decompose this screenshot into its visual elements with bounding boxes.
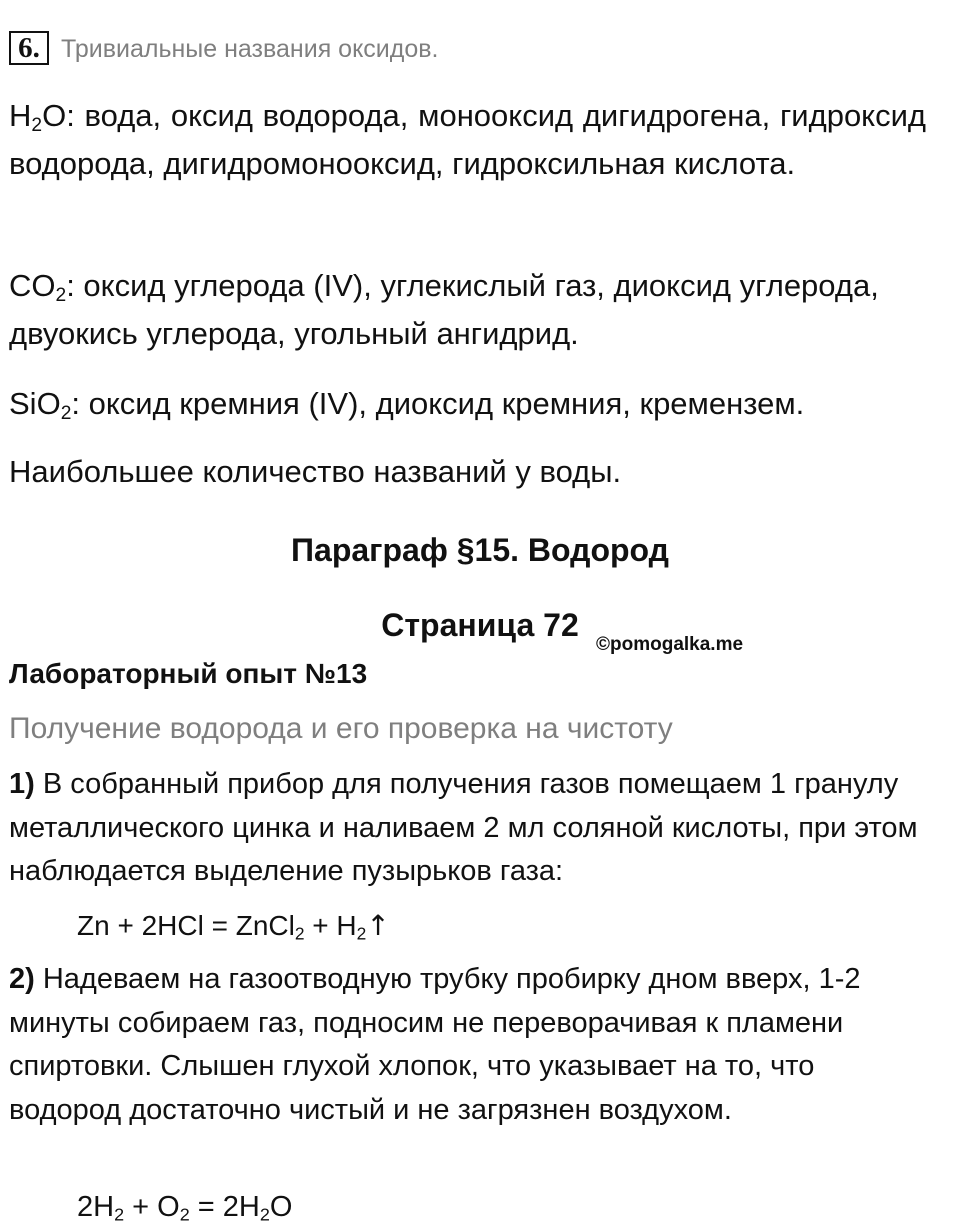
step-2 <box>9 958 921 1132</box>
equation-2: $2H_2 + O_2 = 2H_2O$ <box>77 1191 293 1225</box>
task-number: 6. <box>18 32 40 64</box>
gas-arrow-icon: ↑ <box>366 909 390 942</box>
h2o-text: : вода, оксид водорода, монооксид дигидрогена, гидроксид водорода, дигидромонооксид, гидроксильная кислота. <box>9 98 926 181</box>
co2-names <box>9 262 934 358</box>
h2o-names <box>9 92 926 188</box>
h2o-formula: $H_2O$ <box>9 98 67 136</box>
page-title: Страница 72 <box>381 607 579 643</box>
step-2-number: 2) <box>9 963 35 995</box>
sio2-names <box>9 380 934 428</box>
watermark: ©pomogalka.me <box>596 634 744 655</box>
step-1 <box>9 763 921 894</box>
co2-text: : оксид углерода (IV), углекислый газ, диоксид углерода, двуокись углерода, угольный ангидрид. <box>9 268 879 351</box>
step-2-text: Надеваем на газоотводную трубку пробирку дном вверх, 1-2 минуты собираем газ, подносим не переворачивая к пламени спиртовки. Слышен глухой хлопок, что указывает на то, что водород достаточно чистый и не загрязнен воздухом. <box>9 963 861 1126</box>
sio2-text: : оксид кремния (IV), диоксид кремния, кремензем. <box>71 386 805 421</box>
equation-1: Zn + 2HCl = ZnCl$_2$ + $H_2↑$ <box>77 909 390 944</box>
step-1-text: В собранный прибор для получения газов помещаем 1 гранулу металлического цинка и наливаем 2 мл соляной кислоты, при этом наблюдается выделение пузырьков газа: <box>9 768 918 887</box>
co2-formula: $CO_2$ <box>9 268 67 306</box>
task-title: Тривиальные названия оксидов. <box>61 35 439 63</box>
lab-subtitle: Получение водорода и его проверка на чистоту <box>9 712 673 745</box>
conclusion: Наибольшее количество названий у воды. <box>9 454 622 489</box>
paragraph-title: Параграф §15. Водород <box>291 532 669 568</box>
task-number-box <box>9 31 49 65</box>
sio2-formula: SiO$_2$ <box>9 386 72 424</box>
lab-title: Лабораторный опыт №13 <box>9 658 368 689</box>
step-1-number: 1) <box>9 768 35 800</box>
